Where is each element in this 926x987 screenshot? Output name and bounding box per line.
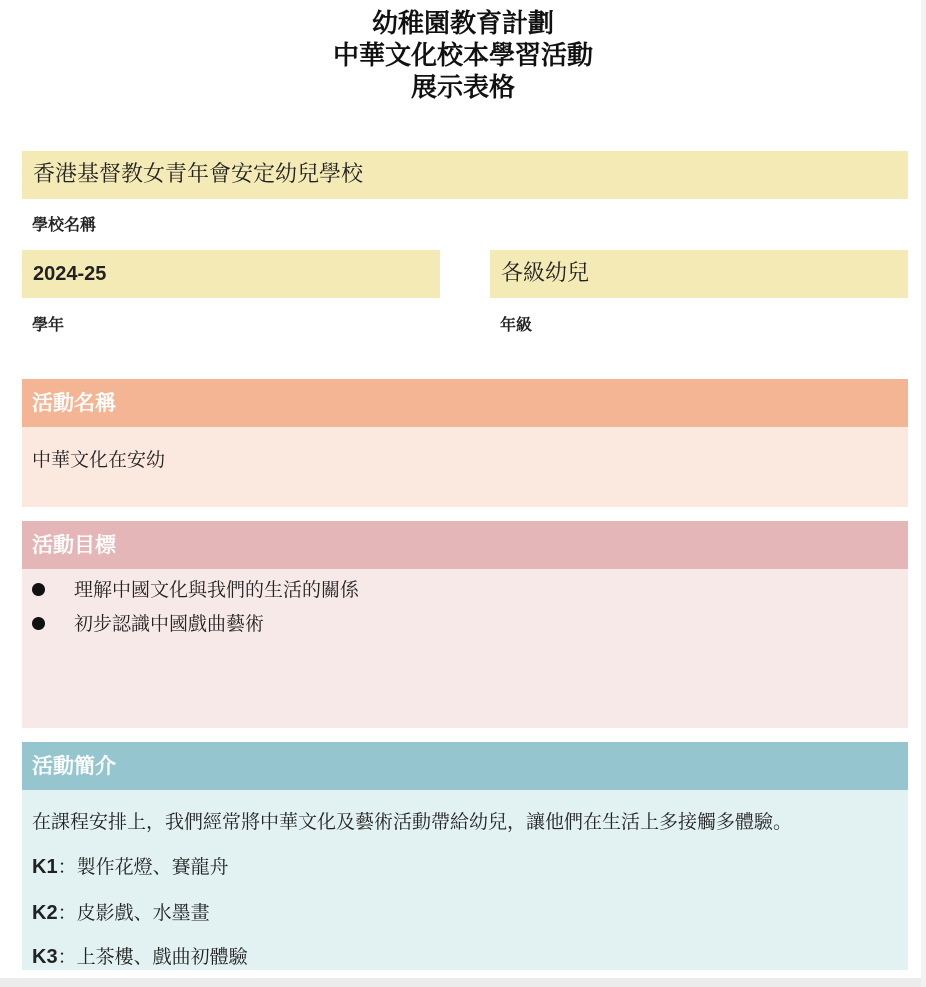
level-line-k2 (32, 898, 210, 925)
level-label: K3 (32, 946, 58, 968)
goal-text: 理解中國文化與我們的生活的關係 (74, 579, 360, 601)
activity-intro-body (22, 790, 908, 970)
activity-intro-heading: 活動簡介 (22, 742, 908, 790)
form-title (0, 8, 926, 104)
school-year-field: 2024-25 (22, 250, 440, 298)
page-bottom-edge (0, 978, 926, 987)
page-right-edge (921, 0, 926, 987)
activity-name-body (22, 427, 908, 507)
level-label: K2 (32, 902, 58, 924)
title-line-2: 中華文化校本學習活動 (332, 41, 593, 71)
title-line-3: 展示表格 (410, 73, 515, 103)
bullet-icon (32, 583, 45, 596)
level-text: ：製作花燈、賽龍舟 (57, 856, 229, 878)
school-year-label: 學年 (32, 315, 65, 334)
activity-goals-body (22, 569, 908, 728)
activity-name-heading: 活動名稱 (22, 379, 908, 427)
goal-text: 初步認識中國戲曲藝術 (74, 613, 265, 635)
level-line-k3 (32, 942, 248, 969)
level-text: ：皮影戲、水墨畫 (57, 902, 210, 924)
activity-name-value: 中華文化在安幼 (32, 449, 166, 471)
activity-goals-heading: 活動目標 (22, 521, 908, 569)
title-line-1: 幼稚園教育計劃 (371, 9, 554, 39)
activity-intro-description: 在課程安排上，我們經常將中華文化及藝術活動帶給幼兒，讓他們在生活上多接觸多體驗。 (32, 811, 793, 833)
bullet-icon (32, 617, 45, 630)
grade-field: 各級幼兒 (490, 250, 908, 298)
level-label: K1 (32, 856, 58, 878)
level-line-k1 (32, 852, 229, 879)
grade-label: 年級 (500, 315, 533, 334)
level-text: ：上茶樓、戲曲初體驗 (57, 946, 248, 968)
school-name-field: 香港基督教女青年會安定幼兒學校 (22, 151, 908, 199)
school-name-label: 學校名稱 (32, 215, 97, 234)
